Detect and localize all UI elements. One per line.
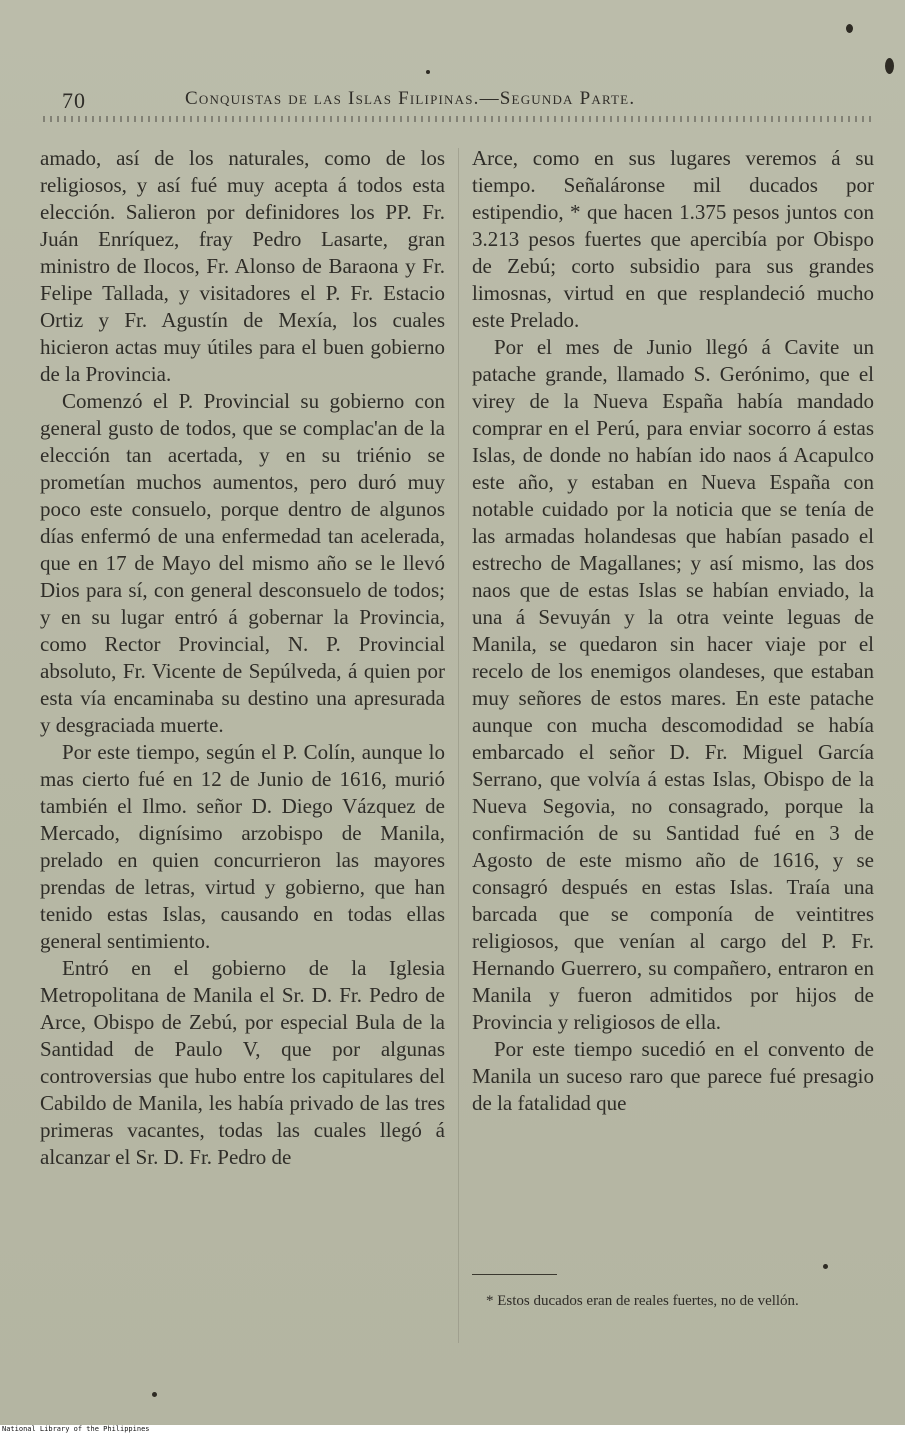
- footnote-rule: [472, 1274, 557, 1275]
- header-ornamental-rule: [40, 116, 872, 122]
- footnote: * Estos ducados eran de reales fuertes, no de vellón.: [486, 1293, 799, 1309]
- paragraph: Comenzó el P. Provincial su gobierno con general gusto de todos, que se complac'an de la elección tan acertada, y en su triénio se prometían muchos aumentos, pero duró muy poco este consuelo, porque dentro de algunos días enfermó de una enfermedad tan acelerada, que en 17 de Mayo del mismo año se le llevó Dios para sí, con general desconsuelo de todos; y en su lugar entró á gobernar la Provincia, como Rector Provincial, N. P. Provincial absoluto, Fr. Vicente de Sepúlveda, á quien por esta vía encaminaba su destino una apresurada y desgraciada muerte.: [40, 389, 445, 737]
- page-header: [40, 82, 870, 112]
- paragraph: Arce, como en sus lugares veremos á su tiempo. Señaláronse mil ducados por estipendio, * que hacen 1.375 pesos juntos con 3.213 pesos fuertes que apercibía por Obispo de Zebú; corto subsidio para sus grandes limosnas, virtud en que resplandeció mucho este Prelado.: [472, 146, 874, 332]
- ink-speck: [426, 70, 430, 74]
- ink-speck: [846, 24, 853, 33]
- paragraph: Por este tiempo, según el P. Colín, aunque lo mas cierto fué en 12 de Junio de 1616, murió también el Ilmo. señor D. Diego Vázquez de Mercado, dignísimo arzobispo de Manila, prelado en quien concurrieron las mayores prendas de letras, virtud y gobierno, que han tenido estas Islas, causando en todas ellas general sentimiento.: [40, 740, 445, 953]
- ink-speck: [152, 1392, 157, 1397]
- ink-speck: [823, 1264, 828, 1269]
- column-divider: [458, 148, 459, 1343]
- paragraph: amado, así de los naturales, como de los religiosos, y así fué muy acepta á todos esta elección. Salieron por definidores los PP. Fr. Juán Enríquez, fray Pedro Lasarte, gran ministro de Ilocos, Fr. Alonso de Baraona y Fr. Felipe Tallada, y visitadores el P. Fr. Estacio Ortiz y Fr. Agustín de Mexía, los cuales hicieron actas muy útiles para el buen gobierno de la Provincia.: [40, 146, 445, 386]
- ink-speck: [885, 58, 894, 74]
- library-credit: National Library of the Philippines: [2, 1425, 150, 1433]
- paragraph: Entró en el gobierno de la Iglesia Metropolitana de Manila el Sr. D. Fr. Pedro de Arce, Obispo de Zebú, por especial Bula de la Santidad de Paulo V, que por algunas controversias que hubo entre los capitulares del Cabildo de Manila, les había privado de las tres primeras vacantes, todas las cuales llegó á alcanzar el Sr. D. Fr. Pedro de: [40, 956, 445, 1169]
- paragraph: Por este tiempo sucedió en el convento de Manila un suceso raro que parece fué presagio de la fatalidad que: [472, 1037, 874, 1115]
- paragraph: Por el mes de Junio llegó á Cavite un patache grande, llamado S. Gerónimo, que el virey de la Nueva España había mandado comprar en el Perú, para enviar socorro á estas Islas, de donde no habían ido naos á Acapulco este año, y estaban en Nueva España con notable cuidado por la noticia que se tenía de las armadas holandesas que habían pasado el estrecho de Magallanes; y así mismo, las dos naos que de estas Islas se habían enviado, la una á Sevuyán y la otra veinte leguas de Manila, se quedaron sin hacer viaje por el recelo de los enemigos olandeses, que estaban muy señores de estos mares. En este patache aunque con mucha descomodidad se había embarcado el señor D. Fr. Miguel García Serrano, que volvía á estas Islas, Obispo de la Nueva Segovia, no consagrado, porque la confirmación de su Santidad fué en 3 de Agosto de este mismo año de 1616, y se consagró después en estas Islas. Traía una barcada que se componía de veintitres religiosos, que venían al cargo del P. Fr. Hernando Guerrero, su compañero, entraron en Manila y fueron admitidos por hijos de Provincia y religiosos de ella.: [472, 335, 874, 1034]
- left-text-column: [40, 145, 445, 1171]
- right-text-column: [472, 145, 874, 1117]
- page-number: 70: [62, 88, 86, 113]
- running-title: Conquistas de las Islas Filipinas.—Segunda Parte.: [185, 88, 636, 109]
